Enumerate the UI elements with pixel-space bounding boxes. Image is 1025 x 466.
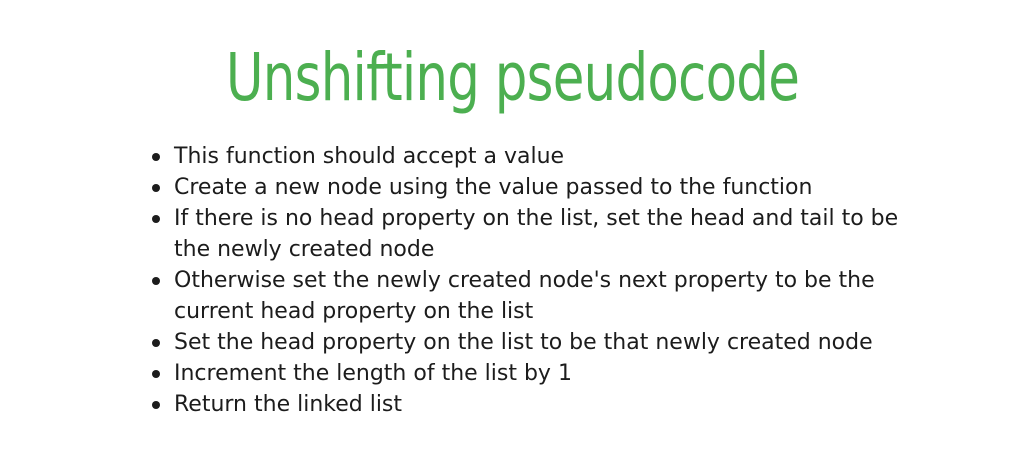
bullet-item: Otherwise set the newly created node's next property to be the current head property on the list: [152, 265, 922, 327]
bullet-item: Set the head property on the list to be that newly created node: [152, 327, 922, 358]
bullet-list: [152, 141, 922, 420]
bullet-item: If there is no head property on the list, set the head and tail to be the newly created node: [152, 203, 922, 265]
bullet-item: This function should accept a value: [152, 141, 922, 172]
bullet-item: Create a new node using the value passed to the function: [152, 172, 922, 203]
bullet-item: Increment the length of the list by 1: [152, 358, 922, 389]
slide-title: Unshifting pseudocode: [225, 39, 800, 116]
bullet-item: Return the linked list: [152, 389, 922, 420]
